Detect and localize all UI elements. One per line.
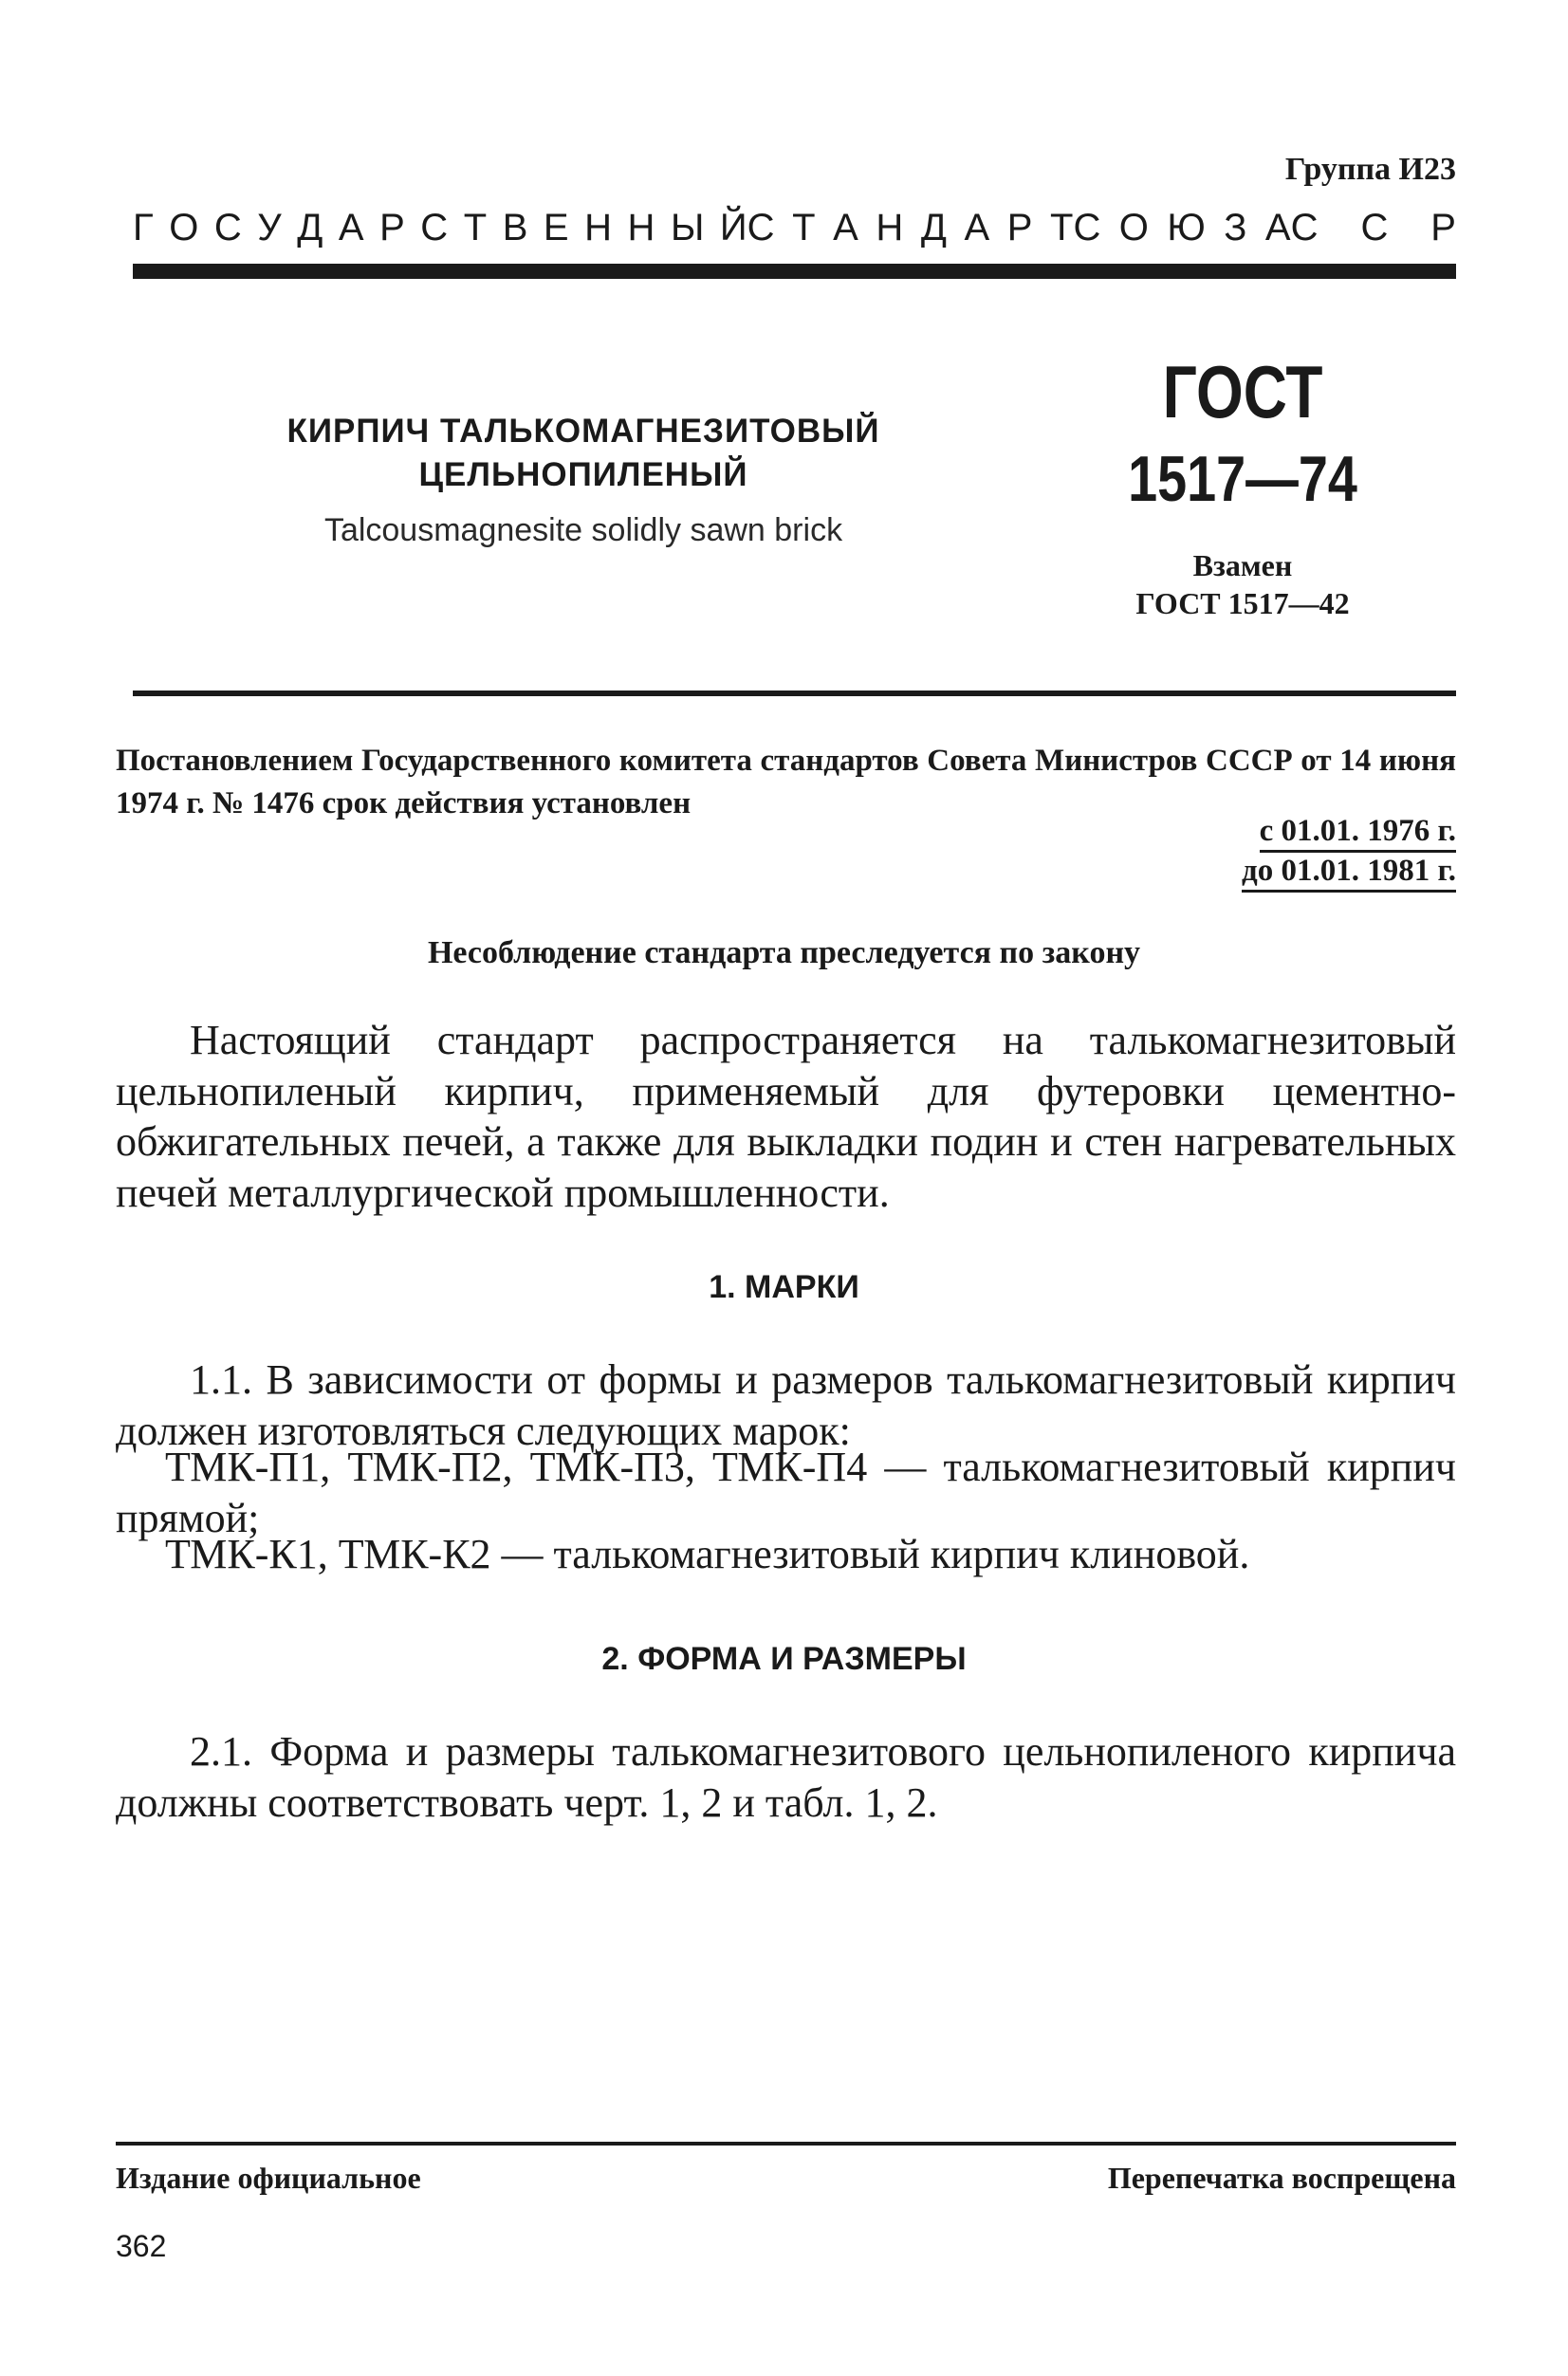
gost-label: ГОСТ bbox=[1162, 350, 1323, 433]
replaces-label: Взамен bbox=[1192, 548, 1293, 582]
title-english: Talcousmagnesite solidly sawn brick bbox=[323, 512, 843, 548]
decree-text: Постановлением Государственного комитета стандартов Совета Министров СССР от 14 июня 1974 г. № 1476 срок действия установлен bbox=[116, 744, 1456, 820]
footer-rule bbox=[116, 2142, 1456, 2146]
state-standard-header bbox=[133, 207, 1456, 249]
effective-from-date: с 01.01. 1976 г. bbox=[1260, 814, 1456, 853]
header-word-standard: С Т А Н Д А Р Т bbox=[747, 207, 1074, 249]
effective-to-date: до 01.01. 1981 г. bbox=[1242, 854, 1456, 893]
header-word-state: Г О С У Д А Р С Т В Е Н Н Ы Й bbox=[133, 207, 747, 249]
replaces-value: ГОСТ 1517—42 bbox=[1135, 586, 1350, 620]
title-rule bbox=[133, 691, 1456, 696]
title-line-2: ЦЕЛЬНОПИЛЕНЫЙ bbox=[418, 455, 748, 493]
header-word-union: С О Ю З А bbox=[1073, 207, 1291, 249]
reprint-prohibited-label: Перепечатка воспрещена bbox=[1107, 2161, 1456, 2195]
section-1-paragraph-1: 1.1. В зависимости от формы и размеров талькомагнезитовый кирпич должен изготовляться следующих марок: bbox=[116, 1356, 1456, 1454]
section-1-paragraph-3: ТМК-К1, ТМК-К2 — талькомагнезитовый кирпич клиновой. bbox=[165, 1531, 1250, 1577]
header-word-ussr: С С Р bbox=[1290, 207, 1456, 249]
non-compliance-notice: Несоблюдение стандарта преследуется по закону bbox=[427, 935, 1141, 970]
gost-number: 1517—74 bbox=[1128, 443, 1357, 515]
section-2-paragraph-1: 2.1. Форма и размеры талькомагнезитового цельнопиленого кирпича должны соответствовать черт. 1, 2 и табл. 1, 2. bbox=[116, 1728, 1456, 1826]
title-line-1: КИРПИЧ ТАЛЬКОМАГНЕЗИТОВЫЙ bbox=[286, 413, 880, 450]
section-1-heading: 1. МАРКИ bbox=[709, 1269, 859, 1305]
intro-paragraph: Настоящий стандарт распространяется на талькомагнезитовый цельнопиленый кирпич, применяемый для футеровки цементно-обжигательных печей, а также для выкладки подин и стен нагревательных печей металлургической промышленности. bbox=[116, 1017, 1456, 1217]
section-1-paragraph-2: ТМК-П1, ТМК-П2, ТМК-П3, ТМК-П4 — талькомагнезитовый кирпич прямой; bbox=[116, 1444, 1456, 1541]
section-2-heading: 2. ФОРМА И РАЗМЕРЫ bbox=[601, 1641, 967, 1677]
official-edition-label: Издание официальное bbox=[116, 2161, 421, 2195]
group-label: Группа И23 bbox=[1284, 152, 1456, 187]
header-rule bbox=[133, 264, 1456, 279]
page-number: 362 bbox=[116, 2229, 167, 2263]
document-title bbox=[237, 410, 930, 496]
